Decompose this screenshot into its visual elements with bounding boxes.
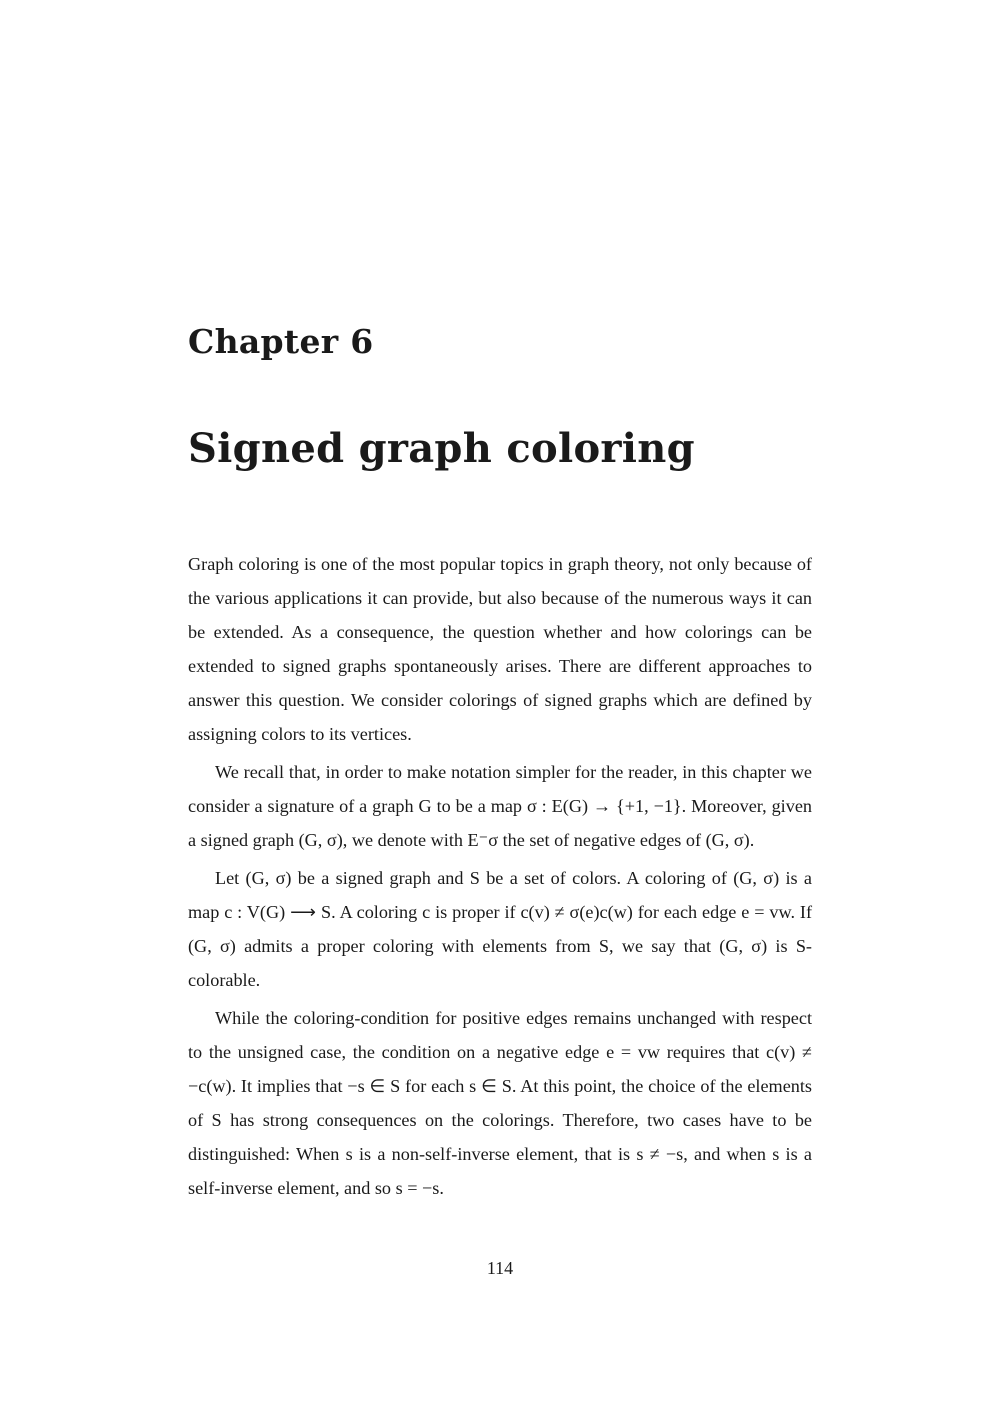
chapter-title: Signed graph coloring: [188, 425, 695, 472]
paragraph-4: While the coloring-condition for positive edges remains unchanged with respect to the unsigned case, the condition on a negative edge e = vw requires that c(v) ≠ −c(w). It implies that −s ∈ S for each s ∈ S. At this point, the choice of the elements of S has strong consequences on the colorings. Therefore, two cases have to be distinguished: When s is a non-self-inverse element, that is s ≠ −s, and when s is a self-inverse element, and so s = −s.: [188, 1008, 812, 1199]
page-number: 114: [486, 1258, 514, 1278]
paragraph-2: We recall that, in order to make notation simpler for the reader, in this chapter we consider a signature of a graph G to be a map σ : E(G) → {+1, −1}. Moreover, given a signed graph (G, σ), we denote with E⁻σ the set of negative edges of (G, σ).: [188, 762, 812, 851]
paragraph-1: Graph coloring is one of the most popular topics in graph theory, not only because of the various applications it can provide, but also because of the numerous ways it can be extended. As a consequence, the question whether and how colorings can be extended to signed graphs spontaneously arises. There are different approaches to answer this question. We consider colorings of signed graphs which are defined by assigning colors to its vertices.: [188, 554, 812, 745]
paragraph-3: Let (G, σ) be a signed graph and S be a set of colors. A coloring of (G, σ) is a map c : V(G) ⟶ S. A coloring c is proper if c(v) ≠ σ(e)c(w) for each edge e = vw. If (G, σ) admits a proper coloring with elements from S, we say that (G, σ) is S-colorable.: [188, 868, 812, 991]
chapter-label: Chapter 6: [188, 322, 374, 361]
body-text: [188, 547, 812, 1209]
